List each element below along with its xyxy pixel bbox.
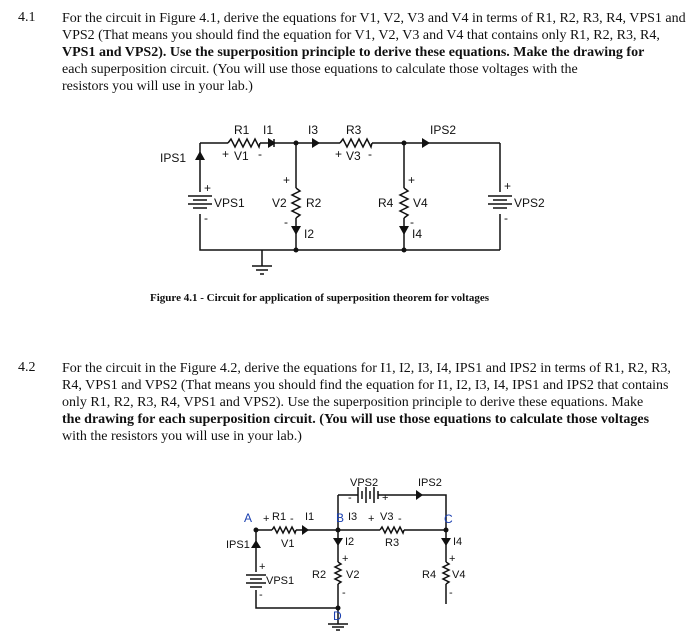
resistor-r1-icon	[272, 527, 296, 533]
section-number: 4.2	[18, 360, 36, 375]
label-minus-v4: -	[449, 587, 453, 599]
label-v1: V1	[281, 538, 295, 550]
label-r4: R4	[378, 196, 394, 210]
node-label-d: D	[333, 609, 342, 623]
node-label-a: A	[244, 511, 253, 525]
paragraph-line: with the resistors you will use in your lab.)	[62, 429, 302, 444]
label-plus-v4: +	[449, 553, 456, 565]
arrow-ips2-icon	[416, 490, 423, 500]
label-r3: R3	[346, 123, 362, 137]
label-r1: R1	[272, 511, 287, 523]
label-minus-vps2: -	[348, 492, 352, 504]
paragraph-line: For the circuit in Figure 4.1, derive the equations for V1, V2, V3 and V4 in terms of R1, R2, R3, R4, VPS1 and	[62, 11, 686, 26]
resistor-r3-icon	[380, 527, 404, 533]
resistor-r2-icon	[335, 562, 341, 584]
label-plus-vps2: +	[382, 492, 389, 504]
paragraph-line: R4, VPS1 and VPS2 (That means you should find the equation for I1, I2, I3, I4, IPS1 and IPS2 that contains	[62, 378, 669, 393]
label-vps1: VPS1	[214, 196, 245, 210]
label-plus-v3: +	[368, 513, 375, 525]
label-v3: V3	[380, 511, 394, 523]
label-minus-v1: -	[258, 147, 262, 161]
arrow-i4-icon	[441, 538, 451, 546]
label-minus-v4: -	[410, 215, 414, 229]
label-plus-vps1: +	[259, 561, 266, 573]
label-v1: V1	[234, 149, 249, 163]
paragraph-line: the drawing for each superposition circuit. (You will use those equations to calculate those voltages	[62, 412, 650, 427]
label-r4: R4	[422, 569, 437, 581]
label-plus-v2: +	[283, 173, 291, 187]
label-minus-vps1: -	[259, 589, 263, 601]
label-minus-v2: -	[284, 215, 288, 229]
paragraph-line: resistors you will use in your lab.)	[62, 79, 253, 94]
label-plus-v1: +	[222, 147, 230, 161]
resistor-r4-icon	[443, 562, 449, 584]
label-i1: I1	[263, 123, 274, 137]
label-plus-v4: +	[408, 173, 416, 187]
node-labels	[244, 511, 456, 623]
section-number: 4.1	[18, 10, 36, 25]
label-r2: R2	[306, 196, 322, 210]
arrow-i1-icon	[302, 525, 309, 535]
label-ips2: IPS2	[418, 477, 442, 489]
label-v2: V2	[272, 196, 287, 210]
label-ips1: IPS1	[226, 539, 250, 551]
label-i4: I4	[453, 536, 463, 548]
label-plus-vps1: +	[204, 181, 212, 195]
label-i3: I3	[308, 123, 319, 137]
paragraph-line: each superposition circuit. (You will use those equations to calculate those voltages with the	[62, 62, 578, 77]
ground-icon	[328, 624, 348, 630]
paragraph-line: only R1, R2, R3, R4, VPS1 and VPS2). Use the superposition principle to derive these equations. Make	[62, 395, 644, 410]
label-vps2: VPS2	[514, 196, 545, 210]
node-label-c: C	[444, 512, 453, 526]
label-v4: V4	[452, 569, 466, 581]
label-minus-vps1: -	[204, 211, 208, 225]
label-i2: I2	[304, 227, 315, 241]
label-v2: V2	[346, 569, 360, 581]
label-plus-v3: +	[335, 147, 343, 161]
node-label-b: B	[336, 511, 345, 525]
label-vps1: VPS1	[266, 575, 295, 587]
label-ips2: IPS2	[430, 123, 457, 137]
label-minus-v3: -	[368, 147, 372, 161]
label-i2: I2	[345, 536, 355, 548]
label-plus-r1: +	[263, 513, 270, 525]
label-plus-v2: +	[342, 553, 349, 565]
label-i4: I4	[412, 227, 423, 241]
label-minus-v2: -	[342, 587, 346, 599]
battery-vps2-icon	[358, 487, 378, 503]
arrow-i2-icon	[333, 538, 343, 546]
paragraph-line: For the circuit in the Figure 4.2, derive the equations for I1, I2, I3, I4, IPS1 and IPS2 in terms of R1, R2, R3,	[62, 361, 671, 376]
label-vps2: VPS2	[350, 477, 379, 489]
label-minus-vps2: -	[504, 211, 508, 225]
label-ips1: IPS1	[160, 151, 187, 165]
battery-vps1-icon	[246, 575, 266, 587]
label-r3: R3	[385, 537, 400, 549]
figure-caption: Figure 4.1 - Circuit for application of superposition theorem for voltages	[150, 292, 490, 304]
label-r2: R2	[312, 569, 327, 581]
label-plus-vps2: +	[504, 179, 512, 193]
arrow-ips1-icon	[251, 540, 261, 548]
label-v4: V4	[413, 196, 428, 210]
paragraph-line: VPS1 and VPS2). Use the superposition principle to derive these equations. Make the drawing for	[62, 45, 645, 60]
label-minus-v3: -	[398, 513, 402, 525]
label-i1: I1	[305, 511, 315, 523]
label-minus-r1: -	[290, 513, 294, 525]
paragraph-line: VPS2 (That means you should find the equation for V1, V2, V3 and V4 that contains only R1, R2, R3, R4,	[62, 28, 660, 43]
label-v3: V3	[346, 149, 361, 163]
label-i3: I3	[348, 511, 358, 523]
label-r1: R1	[234, 123, 250, 137]
